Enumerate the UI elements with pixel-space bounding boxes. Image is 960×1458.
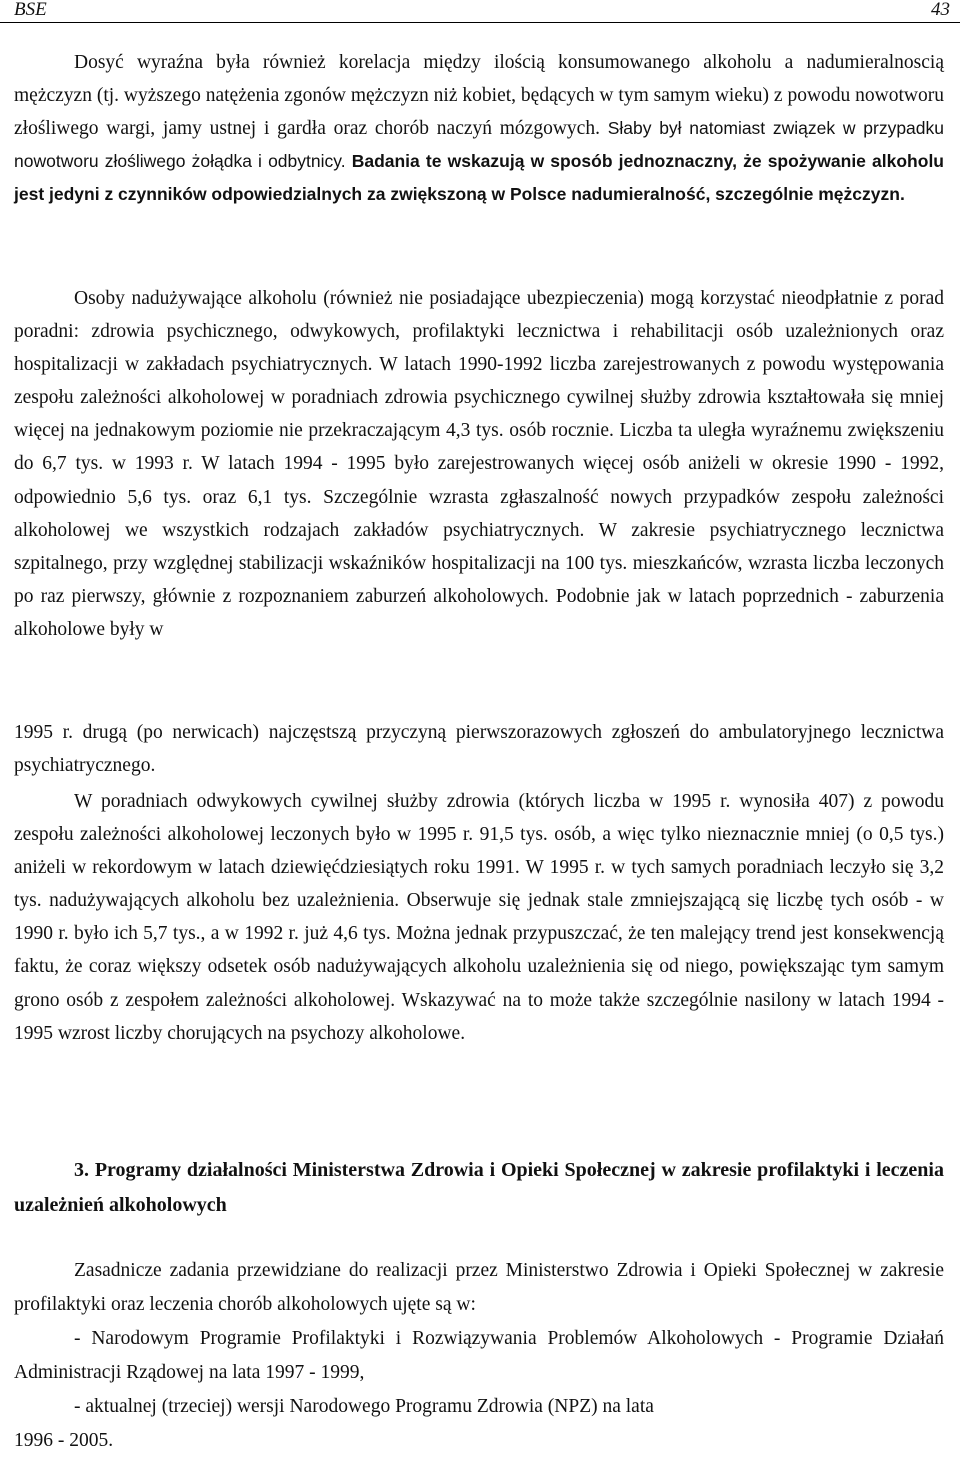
list-item-national-program: - Narodowym Programie Profilaktyki i Rozwiązywania Problemów Alkoholowych - Programie Działań Administracji Rządowej na lata 1997 - 1999, (14, 1328, 944, 1383)
paragraph-treatment-statistics: Osoby nadużywające alkoholu (również nie posiadające ubezpieczenia) mogą korzystać nieodpłatnie z porad poradni: zdrowia psychicznego, odwykowych, profilaktyki lecznictwa i rehabilitacji osób uzależnionych oraz hospitalizacji w zakładach psychiatrycznych. W latach 1990-1992 liczba zarejestrowanych z powodu występowania zespołu zależności alkoholowej w poradniach zdrowia psychicznego cywilnej służby zdrowia kształtowała się mniej więcej na jednakowym poziomie nie przekraczającym 4,3 tys. osób rocznie. Liczba ta uległa wyraźnemu zwiększeniu do 6,7 tys. w 1993 r. W latach 1994 - 1995 było zarejestrowanych więcej osób aniżeli w okresie 1990 - 1992, odpowiednio 5,6 tys. oraz 6,1 tys. Szczególnie wzrasta zgłaszalność nowych przypadków zespołu zależności alkoholowej we wszystkich rodzajach zakładów psychiatrycznych. W zakresie psychiatrycznego lecznictwa szpitalnego, przy względnej stabilizacji wskaźników hospitalizacji na 100 tys. mieszkańców, wzrasta liczba leczonych po raz pierwszy, głównie z rozpoznaniem zaburzeń alkoholowych. Podobnie jak w latach poprzednich - zaburzenia alkoholowe były w (14, 288, 944, 640)
paragraph-alcohol-correlation-text: Dosyć wyraźna była również korelacja między ilością konsumowanego alkoholu a nadumieralnoscią mężczyzn (tj. wyższego natężenia zgonów mężczyzn niż kobiet, będących w tym samym wieku) z powodu nowotworu złośliwego wargi, jamy ustnej i gardła oraz chorób naczyń mózgowych. (14, 52, 944, 140)
paragraph-addiction-clinics: W poradniach odwykowych cywilnej służby zdrowia (których liczba w 1995 r. wynosiła 407) z powodu zespołu zależności alkoholowej leczonych było w 1995 r. 91,5 tys. osób, a więc tylko nieznacznie mniej (o 0,5 tys.) aniżeli w rekordowym w latach dziewięćdziesiątych roku 1991. W 1995 r. w tych samych poradniach leczyło się 3,2 tys. nadużywających alkoholu bez uzależnienia. Obserwuje się jednak stale zmniejszającą się liczbę tych osób - w 1990 r. było ich 5,7 tys., a w 1992 r. już 4,6 tys. Można jednak przypuszczać, że ten malejący trend jest konsekwencją faktu, że coraz większy odsetek osób nadużywających alkoholu uzależnienia się od niego, powiększając tym samym grono osób z zespołem zależności alkoholowej. Wskazywać na to może także szczególnie nasilony w latach 1994 - 1995 wzrost liczby chorujących na psychozy alkoholowe. (14, 791, 944, 1044)
section-heading: 3. Programy działalności Ministerstwa Zdrowia i Opieki Społecznej w zakresie profilaktyki i leczenia uzależnień alkoholowych (14, 1159, 944, 1216)
list-item-health-program-years: 1996 - 2005. (14, 1430, 114, 1451)
paragraph-conclusion-text: Badania te wskazują w sposób jednoznaczny, że spożywanie alkoholu jest jedyni z czynników odpowiedzialnych za zwiększoną w Polsce nadumieralność, szczególnie mężczyzn. (14, 151, 944, 205)
running-header-title: BSE (14, 0, 47, 20)
paragraph-treatment-statistics-continued: 1995 r. drugą (po nerwicach) najczęstszą przyczyną pierwszorazowych zgłoszeń do ambulatoryjnego lecznictwa psychiatrycznego. (14, 722, 944, 777)
list-item-health-program: - aktualnej (trzeciej) wersji Narodowego Programu Zdrowia (NPZ) na lata (74, 1396, 654, 1417)
paragraph-alcohol-correlation (14, 46, 944, 211)
paragraph-ministry-tasks: Zasadnicze zadania przewidziane do realizacji przez Ministerstwo Zdrowia i Opieki Społecznej w zakresie profilaktyki oraz leczenia chorób alkoholowych ujęte są w: (14, 1260, 944, 1315)
page-header (0, 0, 960, 23)
paragraph-weak-link-text: Słaby był natomiast związek w przypadku nowotworu złośliwego żołądka i odbytnicy. (14, 118, 944, 172)
page-number: 43 (931, 0, 950, 20)
